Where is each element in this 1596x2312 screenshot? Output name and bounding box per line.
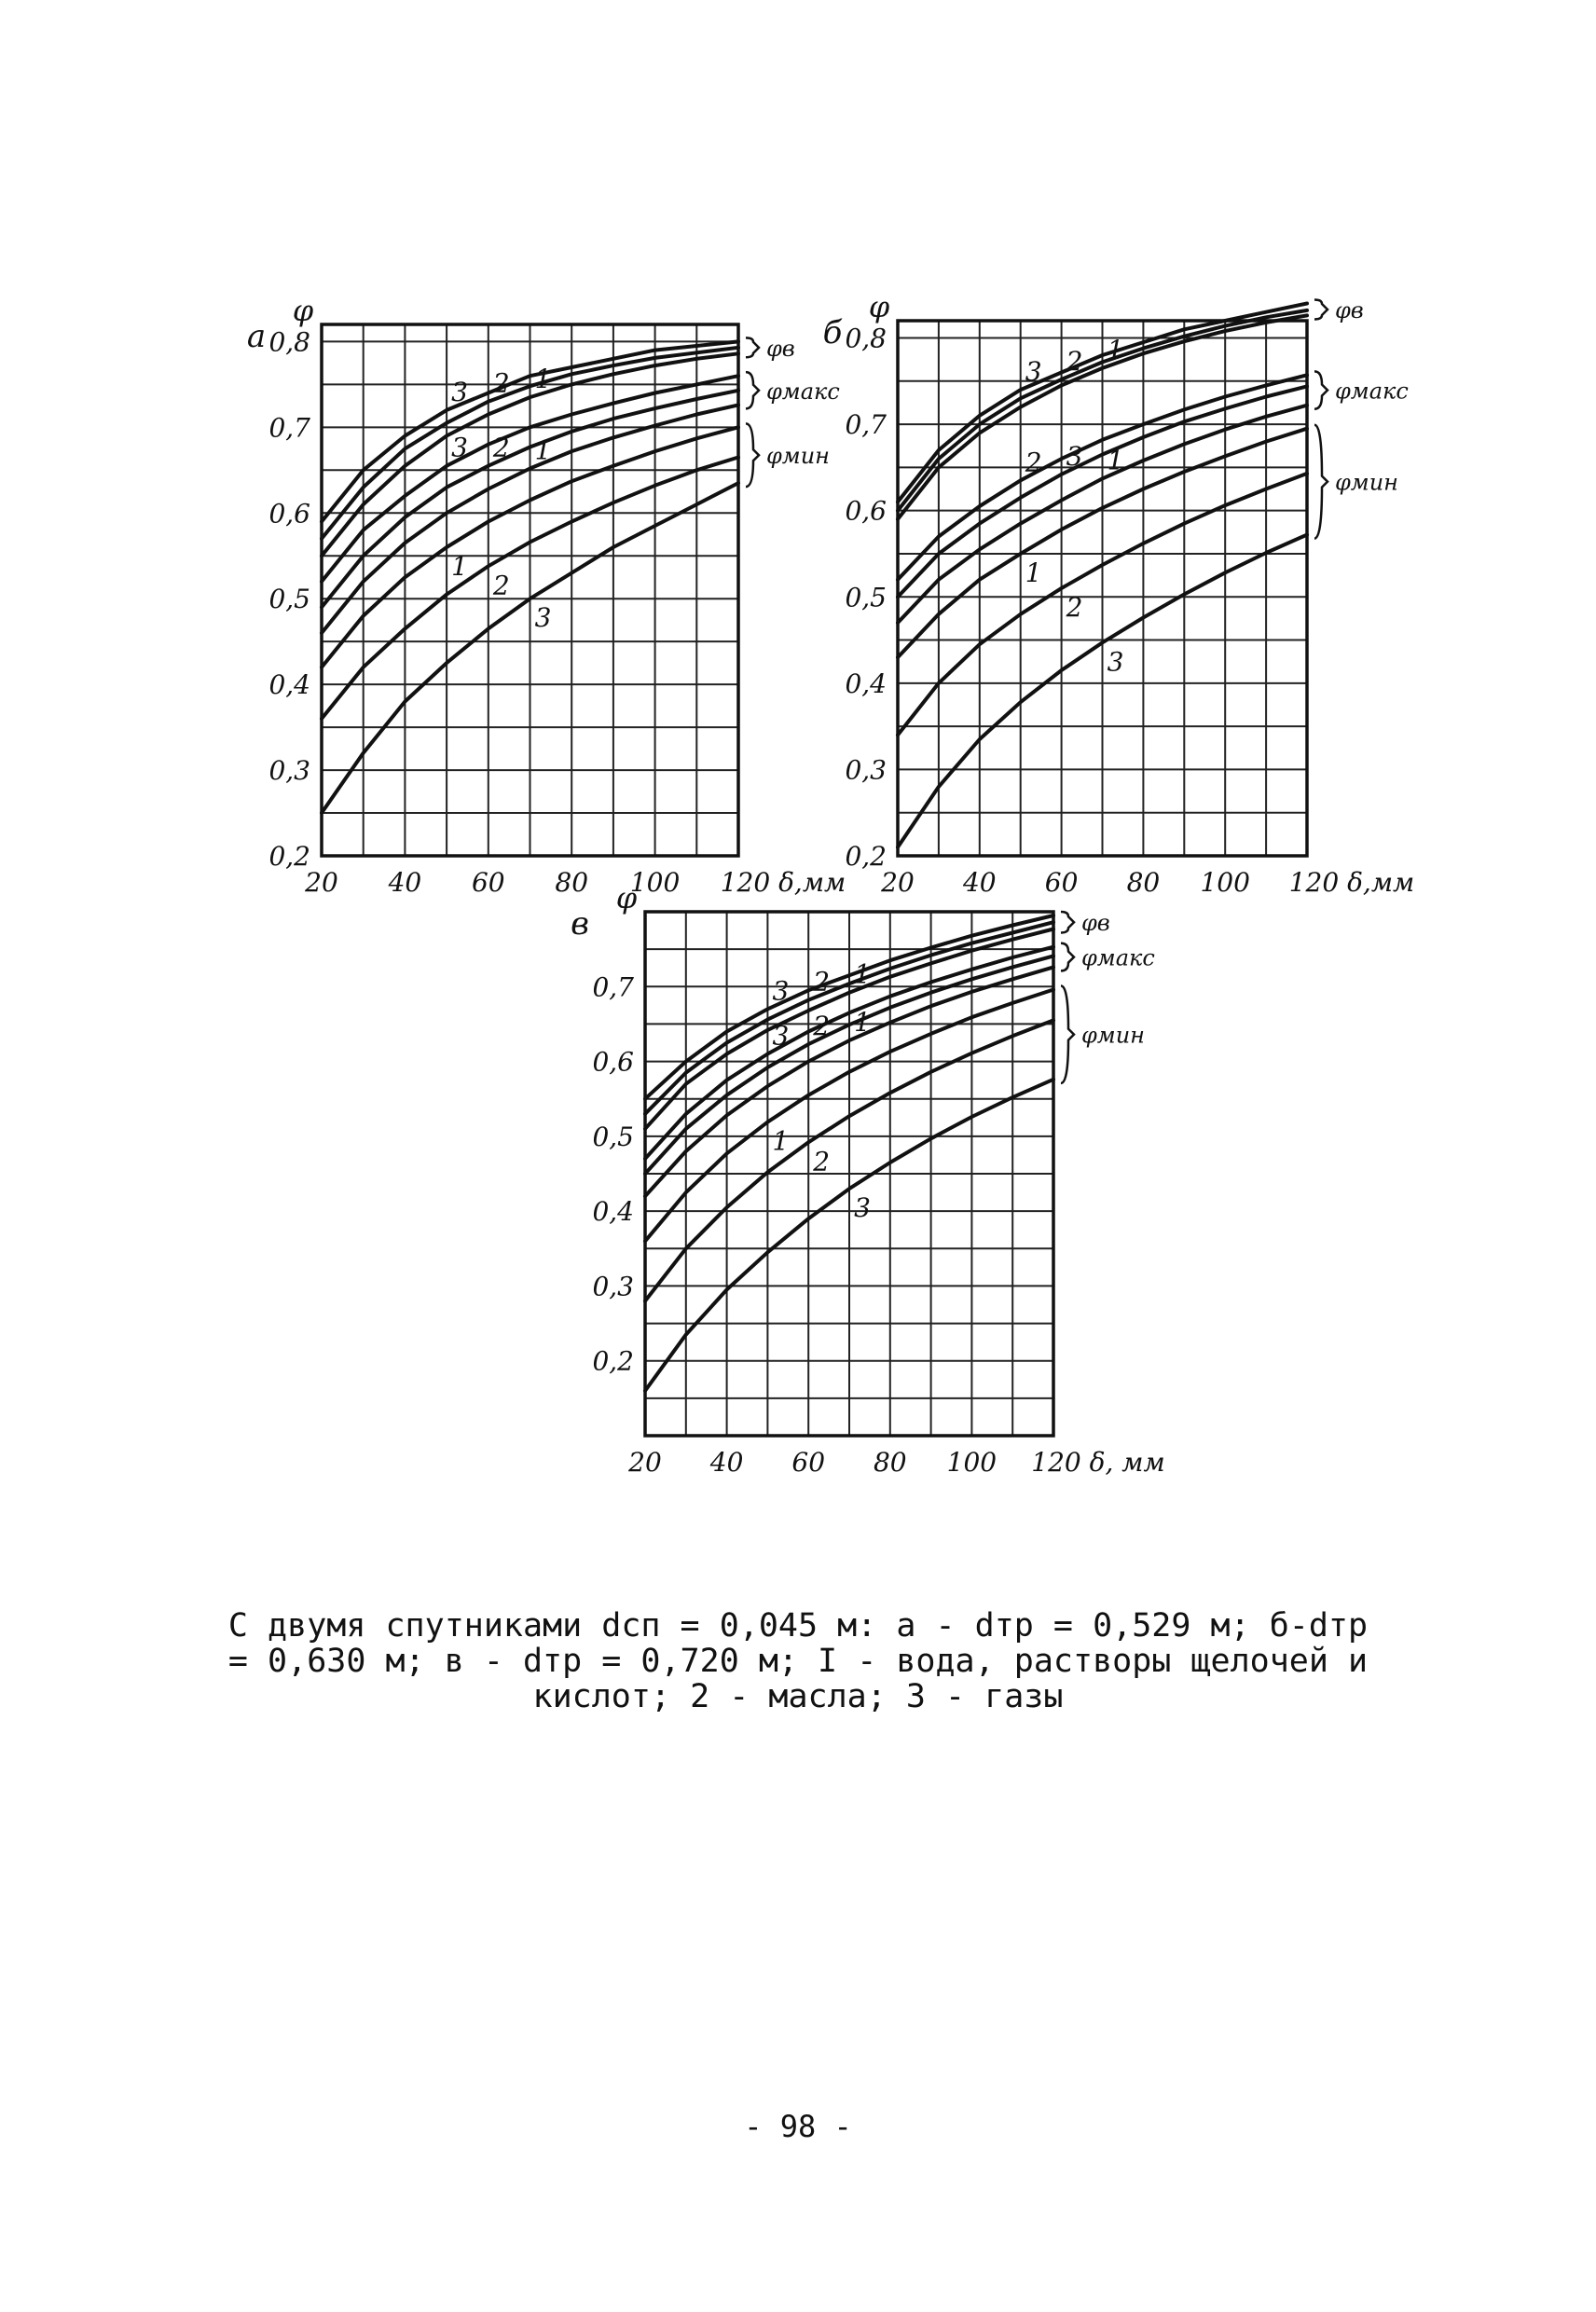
y-axis-label: φ: [868, 289, 890, 324]
x-tick-label: 20: [628, 1447, 662, 1478]
y-tick-label: 0,7: [845, 409, 887, 441]
caption-line-2: = 0,630 м; в - dтр = 0,720 м; I - вода, растворы щелочей и: [227, 1643, 1369, 1680]
caption-line-1: С двумя спутниками dсп = 0,045 м: а - dтр = 0,529 м; б-dтр: [227, 1607, 1369, 1645]
x-tick-label: 100: [946, 1447, 998, 1478]
y-axis-label: φ: [292, 293, 314, 328]
x-tick-label: 40: [709, 1447, 744, 1478]
curve-number-label: 1: [534, 434, 552, 466]
curve-number-label: 3: [772, 1020, 790, 1052]
y-tick-label: 0,4: [592, 1196, 634, 1228]
curve-number-label: 2: [813, 1146, 831, 1177]
group-bracket: [1061, 985, 1074, 1082]
curve-number-label: 1: [1025, 557, 1042, 588]
panel-letter: в: [571, 905, 589, 943]
y-tick-label: 0,5: [592, 1121, 634, 1152]
chart-panel-1: [247, 293, 846, 898]
curve-number-label: 2: [813, 1011, 831, 1042]
page-number: - 98 -: [744, 2109, 852, 2144]
x-tick-label: 60: [1044, 867, 1079, 898]
curve-number-label: 3: [1025, 356, 1042, 388]
y-tick-label: 0,2: [845, 841, 887, 872]
curve-number-label: 2: [1025, 447, 1042, 478]
y-tick-label: 0,6: [592, 1046, 634, 1078]
group-label: φмакс: [1081, 944, 1155, 971]
curve-number-label: 1: [534, 364, 552, 395]
x-tick-label: 40: [962, 867, 997, 898]
x-tick-label: 80: [555, 867, 589, 898]
x-tick-label: 20: [881, 867, 915, 898]
x-axis-label: 120 δ,мм: [720, 867, 846, 898]
y-tick-label: 0,7: [268, 412, 310, 444]
y-tick-label: 0,7: [592, 971, 634, 1003]
curve-number-label: 2: [1066, 345, 1083, 377]
group-label: φв: [1335, 296, 1364, 323]
group-label: φмин: [766, 443, 830, 470]
group-bracket: [1314, 371, 1328, 408]
panel-letter: а: [246, 318, 267, 355]
x-tick-label: 80: [873, 1447, 907, 1478]
curve-number-label: 3: [534, 602, 552, 634]
y-tick-label: 0,5: [845, 582, 887, 613]
curve-number-label: 1: [854, 1007, 871, 1039]
group-bracket: [1314, 299, 1328, 319]
group-label: φмин: [1081, 1022, 1145, 1049]
curve-number-label: 2: [492, 432, 510, 463]
curve-number-label: 1: [854, 958, 871, 990]
curve-number-label: 3: [772, 975, 790, 1007]
curve-number-label: 3: [451, 432, 469, 463]
curve-number-label: 2: [492, 570, 510, 601]
group-bracket: [746, 372, 759, 408]
x-tick-label: 80: [1126, 867, 1161, 898]
curve-number-label: 3: [1066, 440, 1083, 472]
group-label: φмакс: [766, 378, 840, 405]
group-label: φв: [1081, 910, 1110, 937]
panel-letter: б: [822, 314, 843, 351]
x-tick-label: 100: [1200, 867, 1250, 898]
y-tick-label: 0,6: [845, 495, 887, 527]
curve-number-label: 2: [813, 966, 831, 998]
chart-panel-2: [823, 289, 1415, 898]
group-label: φмин: [1335, 469, 1398, 496]
y-tick-label: 0,3: [592, 1271, 634, 1302]
curve-number-label: 2: [492, 367, 510, 399]
curve-number-label: 2: [1066, 592, 1083, 623]
curve-number-label: 1: [451, 551, 469, 583]
x-tick-label: 60: [791, 1447, 826, 1478]
curve-number-label: 1: [1107, 445, 1124, 476]
group-bracket: [1061, 912, 1074, 932]
curve-number-label: 1: [1107, 334, 1124, 365]
group-bracket: [746, 337, 759, 357]
chart-panel-3: [571, 880, 1165, 1478]
y-tick-label: 0,6: [268, 498, 310, 530]
y-tick-label: 0,2: [592, 1345, 634, 1377]
y-tick-label: 0,4: [268, 669, 310, 701]
x-axis-label: 120 δ,мм: [1288, 867, 1415, 898]
curve-number-label: 3: [1107, 646, 1124, 678]
y-tick-label: 0,8: [268, 326, 310, 358]
group-bracket: [746, 423, 759, 487]
curve-number-label: 1: [772, 1125, 790, 1157]
x-tick-label: 20: [305, 867, 338, 898]
curve-number-label: 3: [451, 376, 469, 407]
caption-line-3: кислот; 2 - масла; 3 - газы: [532, 1678, 1064, 1715]
curve-number-label: 3: [854, 1192, 871, 1224]
y-tick-label: 0,4: [845, 667, 887, 699]
x-tick-label: 40: [388, 867, 422, 898]
y-tick-label: 0,2: [268, 841, 310, 872]
y-tick-label: 0,5: [268, 584, 310, 615]
y-tick-label: 0,8: [845, 323, 887, 354]
x-tick-label: 100: [629, 867, 681, 898]
y-axis-label: φ: [615, 880, 638, 915]
x-axis-label: 120 δ, мм: [1031, 1447, 1165, 1478]
group-label: φмакс: [1335, 378, 1409, 405]
group-bracket: [1314, 425, 1328, 539]
figure-caption: [149, 1608, 1447, 1714]
group-bracket: [1061, 943, 1074, 971]
y-tick-label: 0,3: [268, 755, 310, 787]
y-tick-label: 0,3: [845, 754, 887, 786]
group-label: φв: [766, 335, 795, 362]
x-tick-label: 60: [471, 867, 505, 898]
